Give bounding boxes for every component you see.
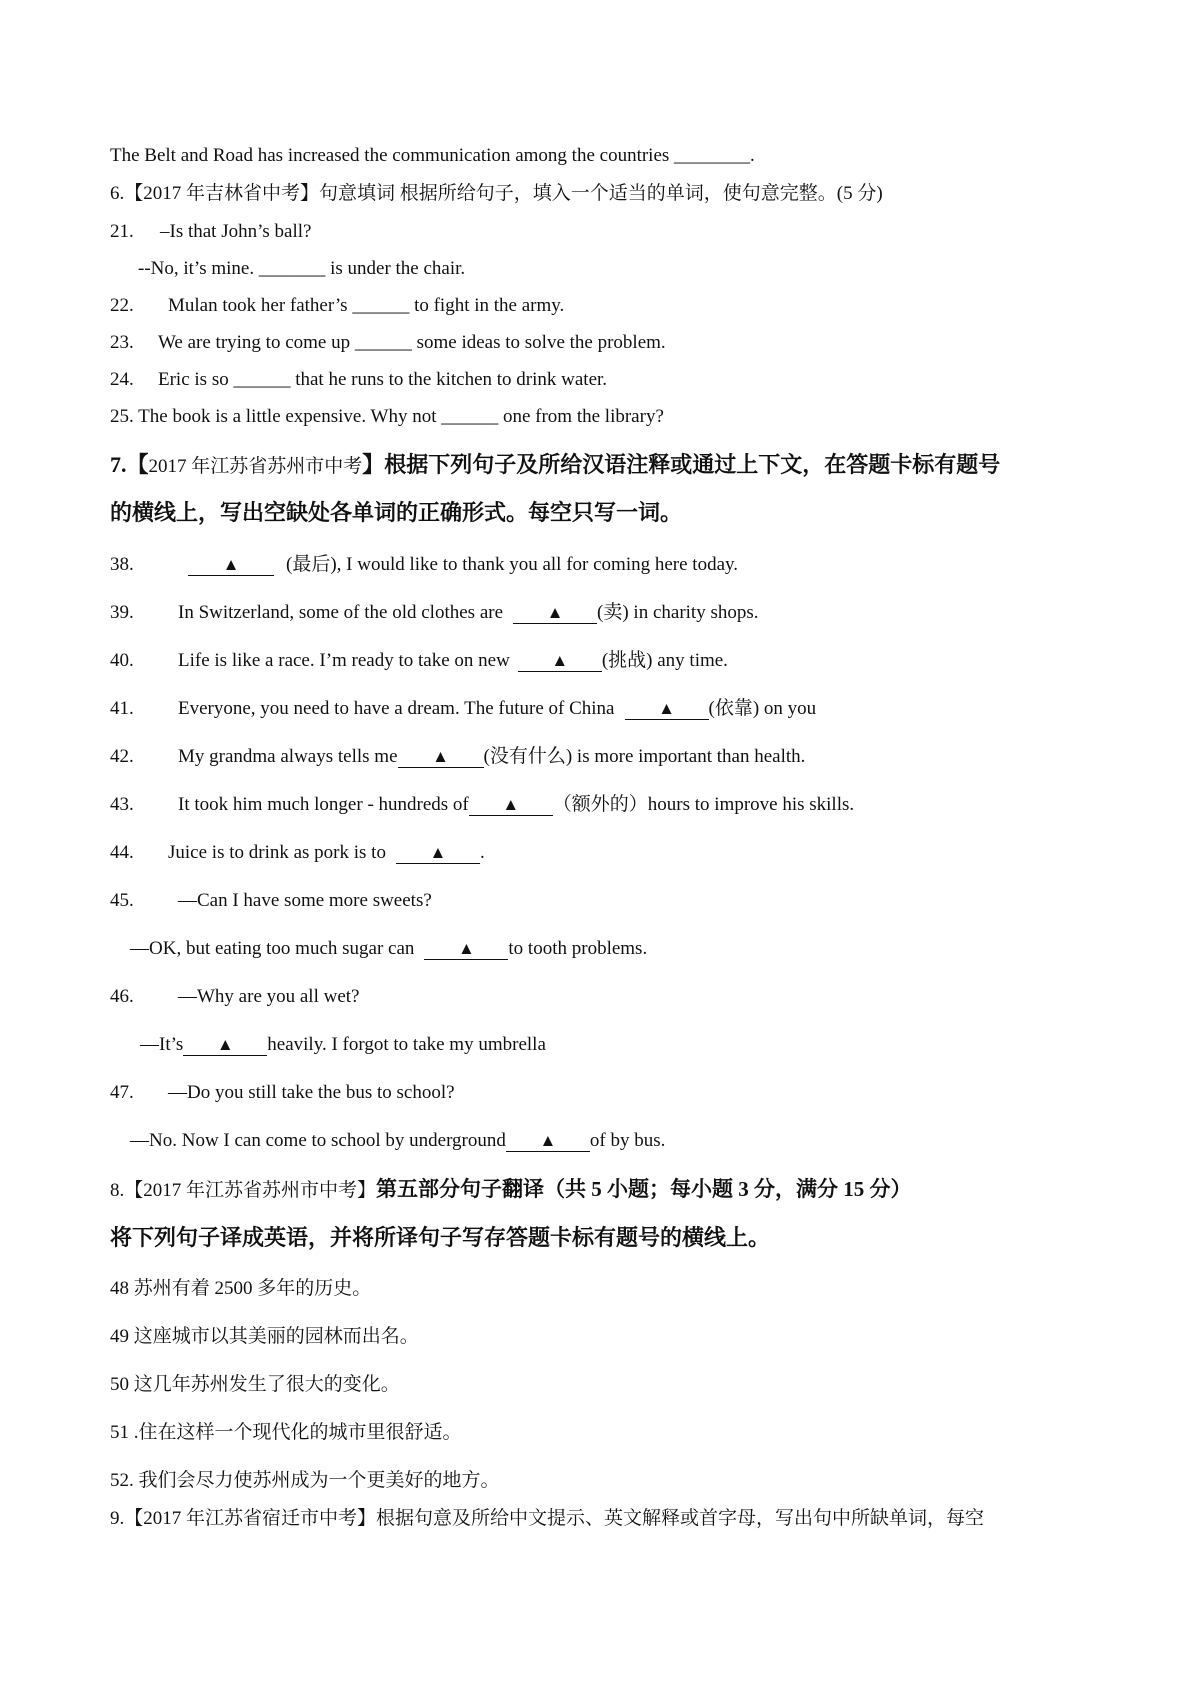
- triangle-icon: ▲: [216, 1035, 234, 1054]
- question-number: 41.: [110, 698, 134, 719]
- belt-road-sentence: The Belt and Road has increased the communication among the countries ________.: [110, 145, 755, 166]
- section-source: 8.【2017 年江苏省苏州市中考】: [110, 1180, 377, 1201]
- question-text: Life is like a race. I’m ready to take on new: [178, 650, 510, 671]
- section-9-heading: 9.【2017 年江苏省宿迁市中考】根据句意及所给中文提示、英文解释或首字母，写出句中所缺单词，每空: [110, 1508, 985, 1529]
- section-instruction: 】根据下列句子及所给汉语注释或通过上下文，在答题卡标有题号: [362, 452, 1001, 477]
- answer-blank[interactable]: [424, 939, 508, 960]
- question-52: 52. 我们会尽力使苏州成为一个更美好的地方。: [110, 1470, 500, 1491]
- triangle-icon: ▲: [546, 603, 564, 622]
- question-text: —Can I have some more sweets?: [178, 890, 432, 911]
- question-text-end: (挑战) any time.: [601, 650, 728, 671]
- triangle-icon: ▲: [429, 843, 447, 862]
- triangle-icon: ▲: [457, 939, 475, 958]
- triangle-icon: ▲: [222, 555, 240, 574]
- question-24: [110, 368, 607, 392]
- question-21a: [110, 220, 311, 244]
- answer-blank[interactable]: [506, 1131, 590, 1152]
- question-text: My grandma always tells me: [178, 746, 398, 767]
- answer-blank[interactable]: [188, 555, 274, 576]
- question-number: 40.: [110, 650, 134, 671]
- question-46b: [140, 1033, 546, 1057]
- question-text: We are trying to come up ______ some ideas to solve the problem.: [158, 332, 666, 353]
- question-text: (最后), I would like to thank you all for coming here today.: [286, 554, 739, 575]
- question-51: 51 .住在这样一个现代化的城市里很舒适。: [110, 1422, 462, 1443]
- question-42: [110, 745, 805, 769]
- answer-blank[interactable]: [469, 795, 553, 816]
- answer-blank[interactable]: [625, 699, 709, 720]
- question-text-end: to tooth problems.: [508, 938, 648, 959]
- question-22: [110, 294, 564, 318]
- question-text: Mulan took her father’s ______ to fight in the army.: [168, 295, 565, 316]
- section-8-heading-line2: 将下列句子译成英语，并将所译句子写存答题卡标有题号的横线上。: [110, 1225, 771, 1250]
- question-41: [110, 697, 816, 721]
- question-43: [110, 793, 854, 817]
- question-text-end: (依靠) on you: [708, 698, 817, 719]
- question-45b: [130, 937, 647, 961]
- question-text-end: heavily. I forgot to take my umbrella: [267, 1034, 546, 1055]
- triangle-icon: ▲: [432, 747, 449, 766]
- question-number: 24.: [110, 369, 134, 390]
- question-49: 49 这座城市以其美丽的园林而出名。: [110, 1326, 419, 1347]
- question-number: 42.: [110, 746, 134, 767]
- question-45a: [110, 889, 432, 913]
- question-number: 47.: [110, 1082, 134, 1103]
- question-text: —No. Now I can come to school by underground: [130, 1130, 506, 1151]
- question-text: –Is that John’s ball?: [160, 221, 312, 242]
- answer-blank[interactable]: [183, 1035, 267, 1056]
- question-47b: [130, 1129, 665, 1153]
- section-instruction: 第五部分句子翻译（共 5 小题；每小题 3 分，满分 15 分）: [376, 1177, 912, 1201]
- question-47a: [110, 1081, 455, 1105]
- triangle-icon: ▲: [539, 1131, 557, 1150]
- question-text-end: (没有什么) is more important than health.: [483, 746, 806, 767]
- question-25: 25. The book is a little expensive. Why not ______ one from the library?: [110, 406, 664, 427]
- question-50: 50 这几年苏州发生了很大的变化。: [110, 1374, 400, 1395]
- question-text: It took him much longer - hundreds of: [178, 794, 469, 815]
- question-39: [110, 601, 759, 625]
- question-text: Juice is to drink as pork is to: [168, 842, 386, 863]
- question-text: —It’s: [140, 1034, 184, 1055]
- question-text: In Switzerland, some of the old clothes are: [178, 602, 504, 623]
- question-number: 21.: [110, 221, 134, 242]
- question-text-end: （额外的）hours to improve his skills.: [552, 794, 855, 815]
- question-40: [110, 649, 728, 673]
- triangle-icon: ▲: [551, 651, 569, 670]
- question-text: —OK, but eating too much sugar can: [130, 938, 415, 959]
- section-7-heading-line1: [110, 451, 1000, 481]
- question-46a: [110, 985, 359, 1009]
- question-number: 44.: [110, 842, 134, 863]
- question-number: 45.: [110, 890, 134, 911]
- triangle-icon: ▲: [502, 795, 520, 814]
- question-text-end: (卖) in charity shops.: [597, 602, 759, 623]
- triangle-icon: ▲: [658, 699, 675, 718]
- question-number: 43.: [110, 794, 134, 815]
- section-source: 2017 年江苏省苏州市中考: [148, 456, 363, 477]
- question-number: 39.: [110, 602, 134, 623]
- answer-blank[interactable]: [398, 747, 484, 768]
- section-6-heading: 6.【2017 年吉林省中考】句意填词 根据所给句子，填入一个适当的单词，使句意完整。(5 分): [110, 183, 883, 204]
- question-44: [110, 841, 485, 865]
- question-number: 46.: [110, 986, 134, 1007]
- question-number: 23.: [110, 332, 134, 353]
- section-7-heading-line2: 的横线上，写出空缺处各单词的正确形式。每空只写一词。: [110, 500, 683, 525]
- answer-blank[interactable]: [513, 603, 597, 624]
- section-8-heading-line1: [110, 1177, 912, 1203]
- question-text: —Do you still take the bus to school?: [168, 1082, 455, 1103]
- question-23: [110, 331, 666, 355]
- question-38: [110, 553, 738, 577]
- question-text: Eric is so ______ that he runs to the kitchen to drink water.: [158, 369, 608, 390]
- question-number: 22.: [110, 295, 134, 316]
- question-text: —Why are you all wet?: [178, 986, 360, 1007]
- question-number: 38.: [110, 554, 134, 575]
- question-text: Everyone, you need to have a dream. The future of China: [178, 698, 615, 719]
- question-text-end: of by bus.: [589, 1130, 666, 1151]
- section-number: 7.【: [110, 452, 149, 477]
- answer-blank[interactable]: [518, 651, 602, 672]
- question-21b: --No, it’s mine. _______ is under the chair.: [138, 258, 466, 279]
- question-text-end: .: [479, 842, 485, 863]
- question-48: 48 苏州有着 2500 多年的历史。: [110, 1278, 372, 1299]
- answer-blank[interactable]: [396, 843, 480, 864]
